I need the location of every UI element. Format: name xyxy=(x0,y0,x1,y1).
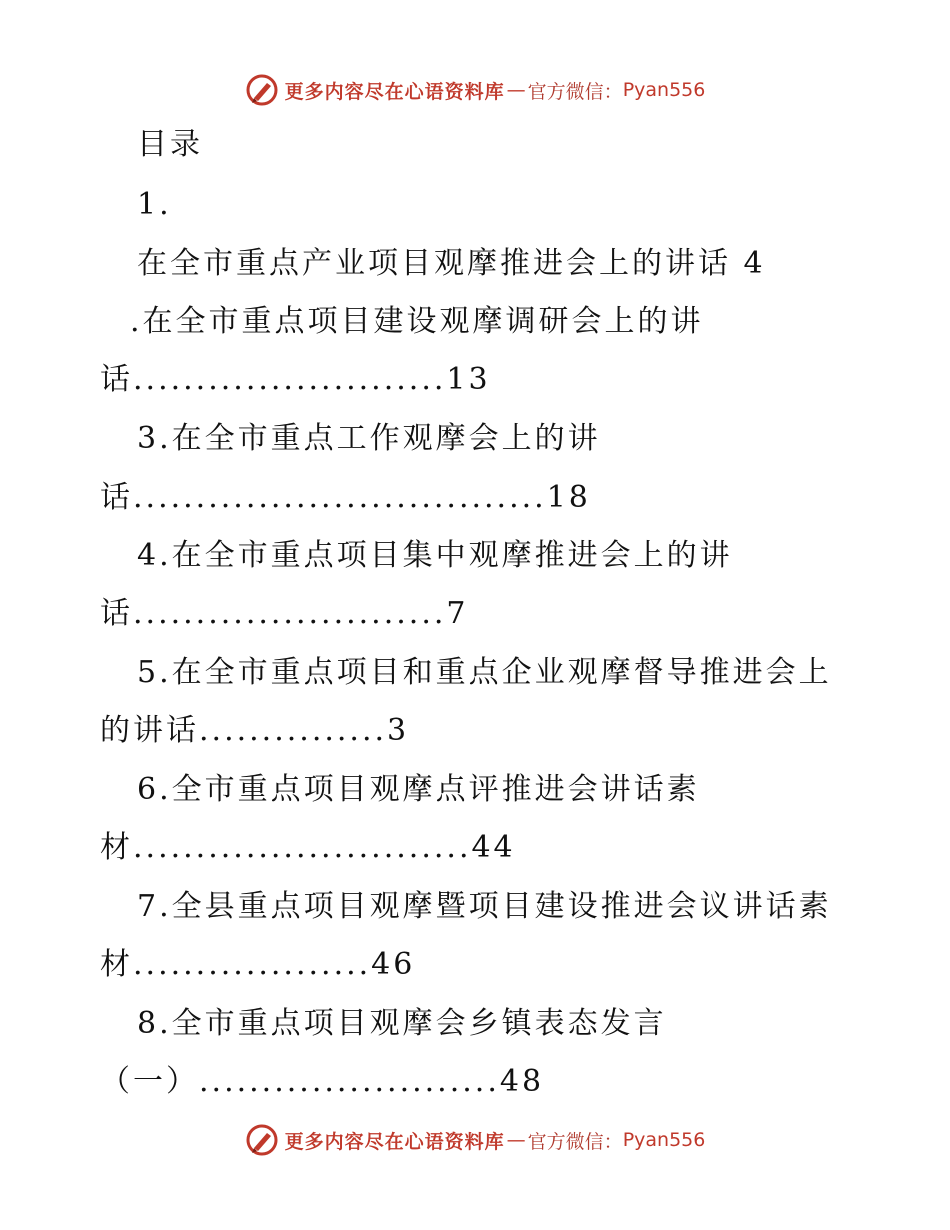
banner-wechat-id: Pyan556 xyxy=(622,79,706,101)
banner-wechat-label: 官方微信： xyxy=(527,80,623,103)
toc-line: .在全市重点项目建设观摩调研会上的讲 xyxy=(130,304,704,339)
footer-banner xyxy=(0,1120,950,1160)
banner-site-name: 更多内容尽在心语资料库 xyxy=(284,80,505,103)
toc-line: 话.........................7 xyxy=(100,596,469,631)
toc-line: 在全市重点产业项目观摩推进会上的讲话 4 xyxy=(137,246,766,281)
toc-line: 7.全县重点项目观摩暨项目建设推进会议讲话素 xyxy=(137,889,832,924)
header-banner xyxy=(0,70,950,110)
toc-line: 材...................46 xyxy=(100,947,416,982)
toc-line: 材...........................44 xyxy=(100,830,516,865)
toc-line: 6.全市重点项目观摩点评推进会讲话素 xyxy=(137,772,700,807)
pen-logo-icon xyxy=(245,73,279,107)
banner-separator: — xyxy=(506,79,526,101)
toc-line: （一）........................48 xyxy=(100,1064,545,1099)
banner-wechat-label: 官方微信： xyxy=(527,1130,623,1153)
banner-site-name: 更多内容尽在心语资料库 xyxy=(284,1130,505,1153)
banner-wechat-id: Pyan556 xyxy=(622,1129,706,1151)
banner-separator: — xyxy=(506,1129,526,1151)
toc-line: 话.................................18 xyxy=(100,480,591,515)
toc-line: 的讲话...............3 xyxy=(100,713,410,748)
toc-line: 话.........................13 xyxy=(100,362,491,397)
toc-line: 5.在全市重点项目和重点企业观摩督导推进会上 xyxy=(137,655,832,690)
toc-line: 3.在全市重点工作观摩会上的讲 xyxy=(137,421,601,456)
toc-heading: 目录 xyxy=(137,127,203,162)
toc-line: 1. xyxy=(137,187,172,222)
toc-line: 4.在全市重点项目集中观摩推进会上的讲 xyxy=(137,538,733,573)
toc-line: 8.全市重点项目观摩会乡镇表态发言 xyxy=(137,1006,667,1041)
pen-logo-icon xyxy=(245,1123,279,1157)
